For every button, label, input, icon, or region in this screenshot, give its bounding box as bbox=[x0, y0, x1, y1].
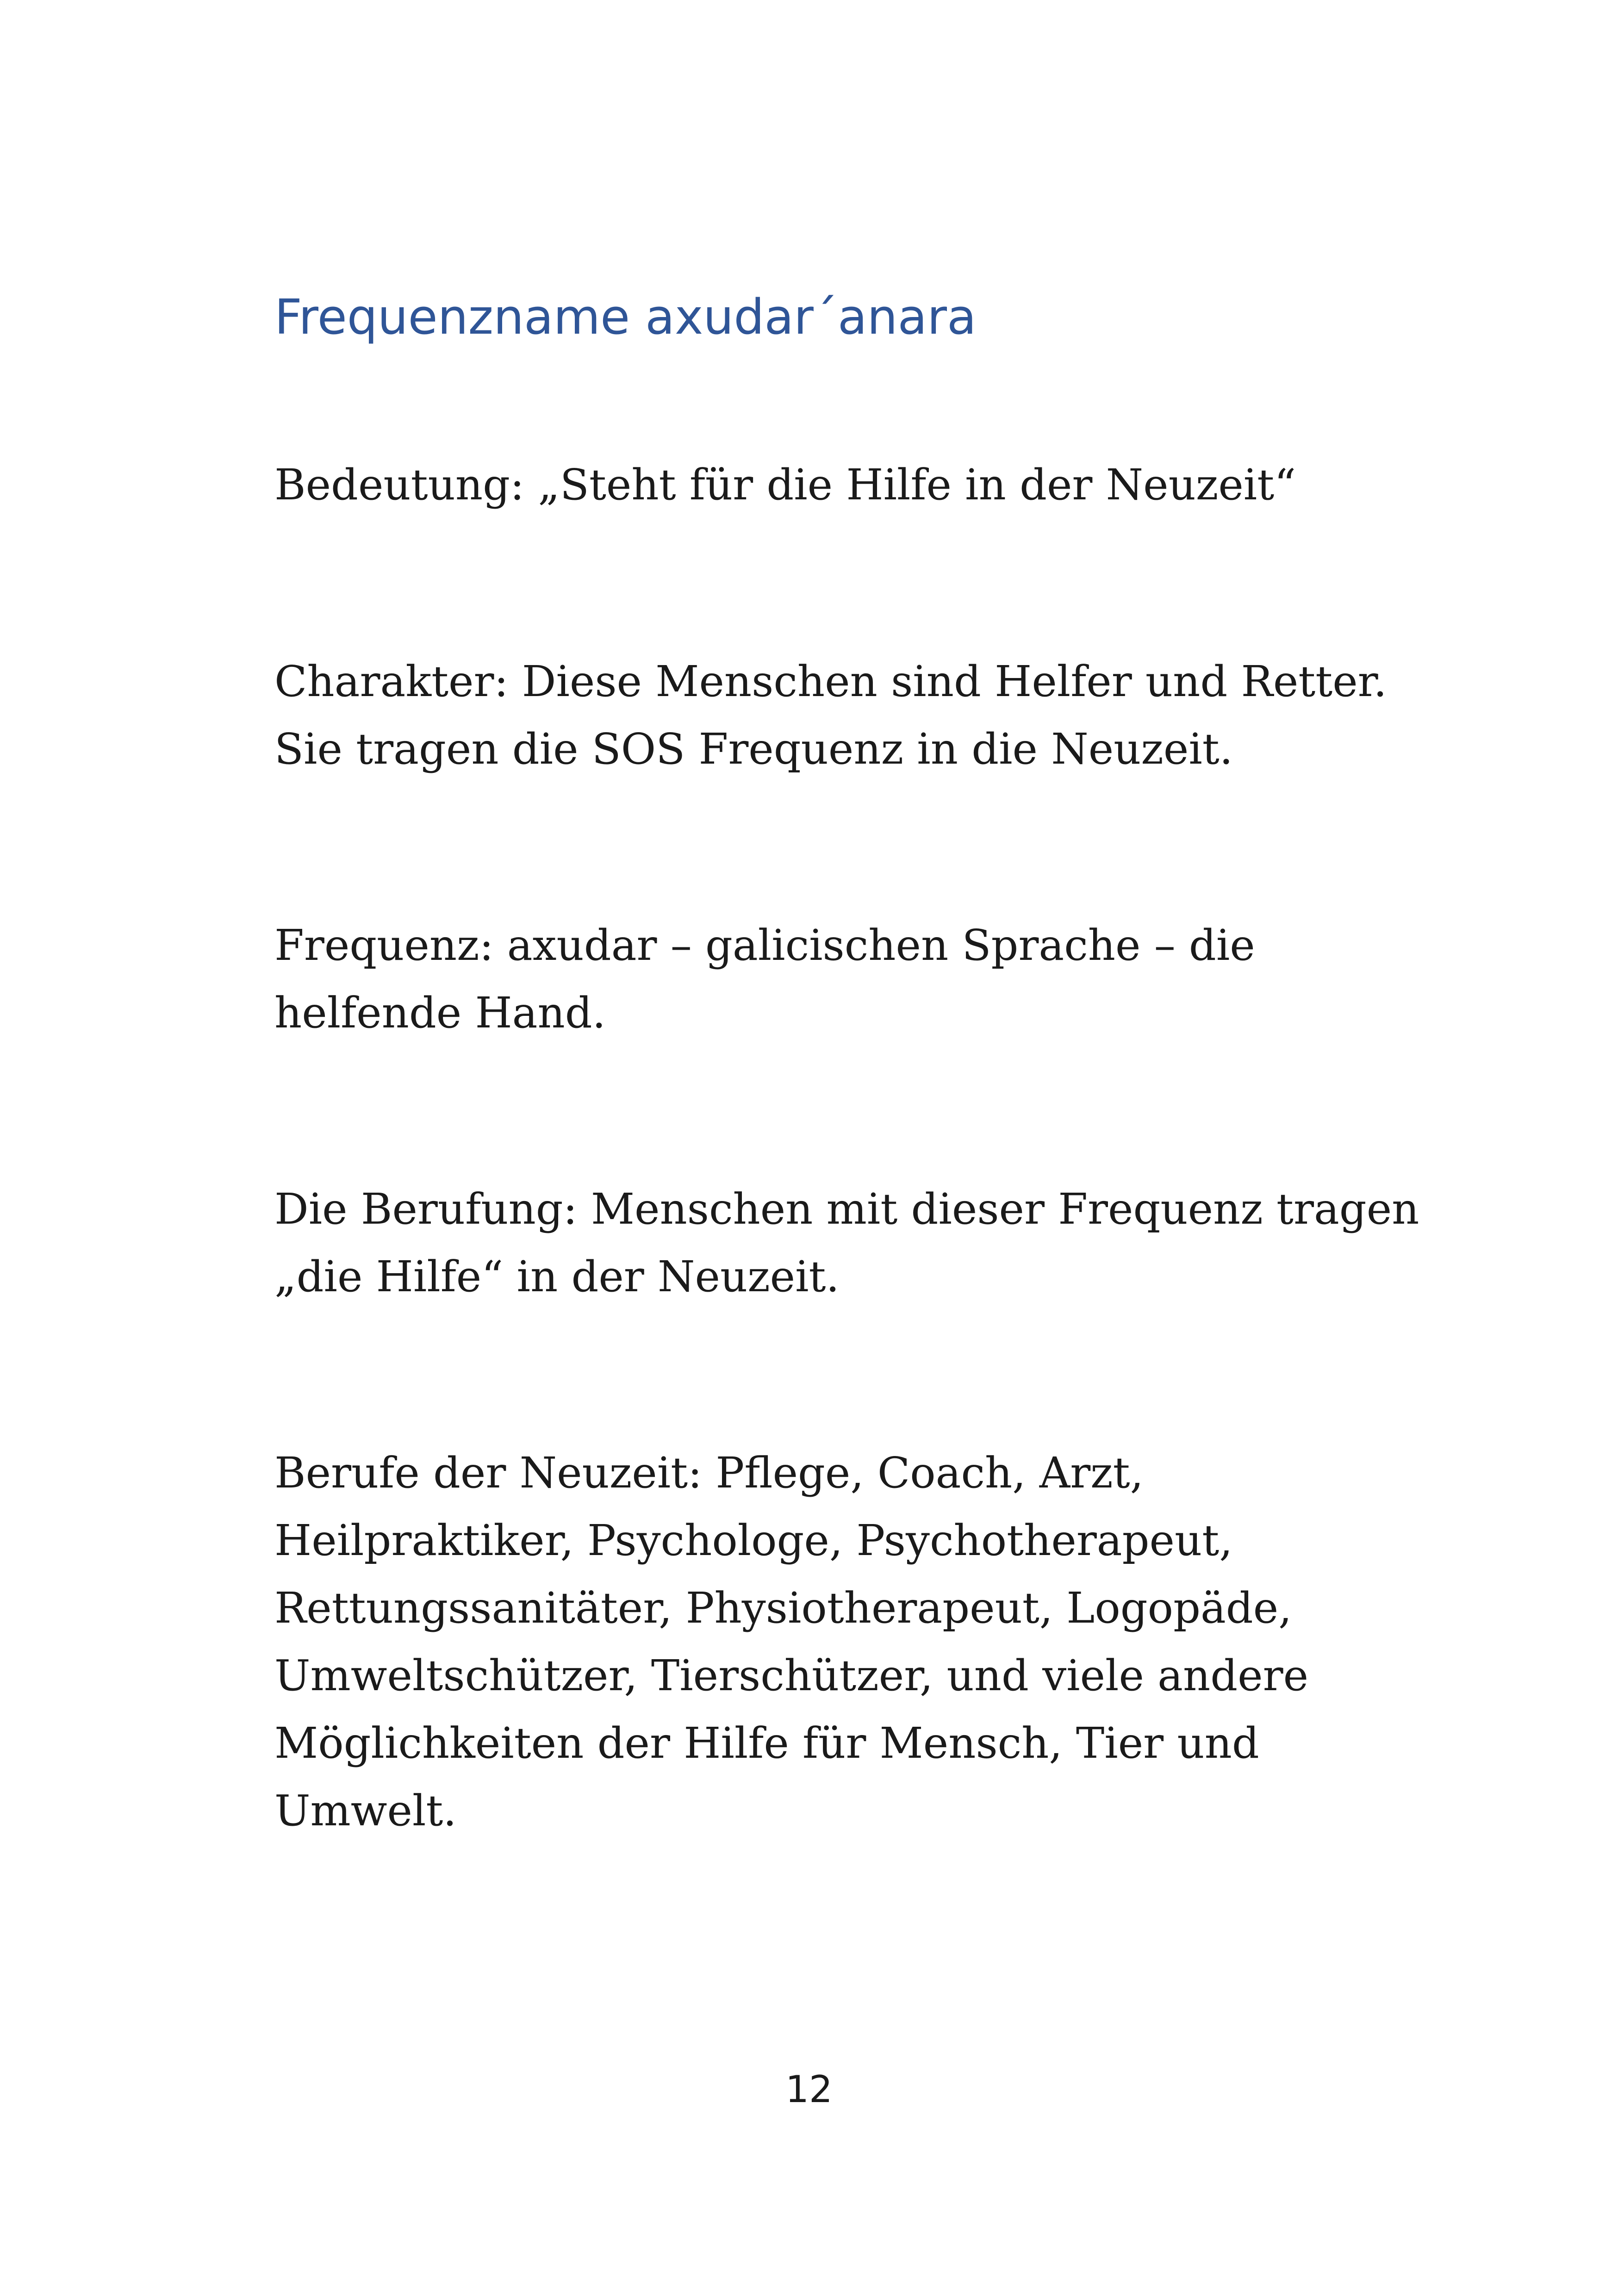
paragraph-line: Sie tragen die SOS Frequenz in die Neuzeit. bbox=[274, 724, 1233, 774]
page-number: 12 bbox=[785, 2068, 833, 2111]
paragraph-line: Die Berufung: Menschen mit dieser Frequenz tragen bbox=[274, 1184, 1419, 1234]
paragraph-line: Umweltschützer, Tierschützer, und viele andere bbox=[274, 1651, 1309, 1700]
paragraph-line: Bedeutung: „Steht für die Hilfe in der Neuzeit“ bbox=[274, 460, 1296, 510]
paragraph-line: Charakter: Diese Menschen sind Helfer und Retter. bbox=[274, 657, 1387, 706]
paragraph-line: Heilpraktiker, Psychologe, Psychotherapeut, bbox=[274, 1516, 1233, 1565]
paragraph-line: Berufe der Neuzeit: Pflege, Coach, Arzt, bbox=[274, 1448, 1144, 1498]
paragraph-berufung bbox=[274, 1176, 1419, 1311]
paragraph-line: Frequenz: axudar – galicischen Sprache – die bbox=[274, 921, 1255, 970]
paragraph-line: Möglichkeiten der Hilfe für Mensch, Tier und bbox=[274, 1718, 1259, 1768]
paragraph-line: helfende Hand. bbox=[274, 988, 606, 1038]
paragraph-line: Umwelt. bbox=[274, 1786, 457, 1836]
paragraph-berufe bbox=[274, 1439, 1385, 1845]
paragraph-frequenz bbox=[274, 912, 1385, 1047]
page-title: Frequenzname axudar´anara bbox=[274, 289, 977, 345]
paragraph-bedeutung bbox=[274, 451, 1385, 519]
paragraph-charakter bbox=[274, 648, 1385, 783]
paragraph-line: „die Hilfe“ in der Neuzeit. bbox=[274, 1252, 840, 1301]
paragraph-line: Rettungssanitäter, Physiotherapeut, Logopäde, bbox=[274, 1583, 1292, 1633]
